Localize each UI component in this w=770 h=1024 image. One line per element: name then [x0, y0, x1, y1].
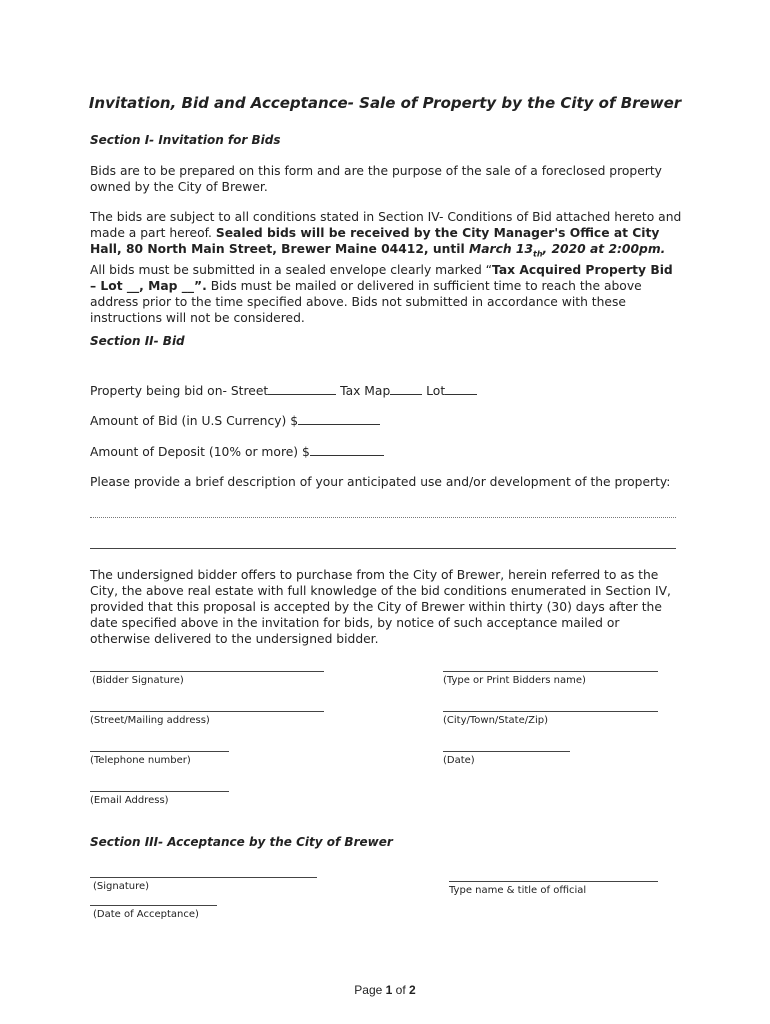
description-line-2[interactable]	[90, 548, 676, 549]
deadline-time: , 2020 at 2:00pm.	[542, 242, 666, 256]
deposit-input-line[interactable]	[310, 443, 384, 456]
acceptance-date-line[interactable]	[90, 905, 217, 906]
date-caption: (Date)	[443, 755, 475, 766]
deposit-field	[90, 443, 384, 459]
page-word: Page	[354, 983, 386, 997]
section-1-conditions-paragraph	[90, 209, 682, 326]
section-2-heading: Section II- Bid	[90, 334, 185, 348]
print-name-line[interactable]	[443, 671, 658, 672]
property-label: Property being bid on- Street	[90, 384, 269, 398]
description-line-1[interactable]	[90, 517, 676, 518]
email-line[interactable]	[90, 791, 229, 792]
acceptance-signature-caption: (Signature)	[93, 881, 150, 892]
page-number	[0, 983, 770, 997]
amount-field	[90, 412, 380, 428]
official-name-caption: Type name & title of official	[449, 885, 587, 896]
date-suffix: th	[533, 249, 543, 259]
property-field	[90, 382, 477, 398]
acceptance-signature-line[interactable]	[90, 877, 317, 878]
email-caption: (Email Address)	[90, 795, 169, 806]
mailing-text: Bids must be mailed or delivered in sufficient time to reach the above address prior to the time specified above. Bids not submitted in accordance with these instructions will not be considered.	[90, 279, 642, 326]
total-pages: 2	[409, 983, 416, 997]
section-1-heading: Section I- Invitation for Bids	[90, 133, 281, 147]
telephone-caption: (Telephone number)	[90, 755, 191, 766]
section-3-heading: Section III- Acceptance by the City of Brewer	[90, 835, 393, 849]
envelope-marking: Tax Acquired Property Bid – Lot __, Map __”.	[90, 263, 673, 294]
amount-input-line[interactable]	[298, 412, 380, 425]
lot-label: Lot	[422, 384, 446, 398]
deposit-label: Amount of Deposit (10% or more) $	[90, 445, 310, 459]
print-name-caption: (Type or Print Bidders name)	[443, 675, 586, 686]
street-input-line[interactable]	[268, 382, 336, 395]
envelope-text: All bids must be submitted in a sealed envelope clearly marked “	[90, 263, 493, 278]
city-caption: (City/Town/State/Zip)	[443, 715, 548, 726]
tax-map-label: Tax Map	[336, 384, 391, 398]
telephone-line[interactable]	[90, 751, 229, 752]
acceptance-date-caption: (Date of Acceptance)	[93, 909, 199, 920]
of-word: of	[392, 983, 410, 997]
city-line[interactable]	[443, 711, 658, 712]
official-name-line[interactable]	[449, 881, 658, 882]
sealed-bids-text: Sealed bids will be received by the City Manager's Office at City Hall, 80 North Main Street, Brewer Maine 04412, until	[90, 226, 660, 256]
amount-label: Amount of Bid (in U.S Currency) $	[90, 414, 299, 428]
section-1-intro-paragraph: Bids are to be prepared on this form and are the purpose of the sale of a foreclosed property owned by the City of Brewer.	[90, 164, 662, 194]
current-page: 1	[385, 983, 393, 997]
deadline-date: March 13	[468, 242, 534, 256]
document-title: Invitation, Bid and Acceptance- Sale of Property by the City of Brewer	[88, 94, 682, 112]
offer-paragraph: The undersigned bidder offers to purchase from the City of Brewer, herein referred to as the City, the above real estate with full knowledge of the bid conditions enumerated in Section IV, provided that this proposal is accepted by the City of Brewer within thirty (30) days after the date specified above in the invitation for bids, by notice of such acceptance mailed or otherwise delivered to the undersigned bidder.	[90, 568, 671, 646]
bidder-signature-caption: (Bidder Signature)	[92, 675, 184, 686]
conditions-text: The bids are subject to all conditions stated in Section IV- Conditions of Bid attached hereto and made a part hereof.	[90, 210, 682, 240]
street-address-line[interactable]	[90, 711, 324, 712]
description-prompt: Please provide a brief description of your anticipated use and/or development of the property:	[90, 475, 671, 489]
date-line[interactable]	[443, 751, 570, 752]
lot-input-line[interactable]	[445, 382, 477, 395]
tax-map-input-line[interactable]	[390, 382, 422, 395]
bidder-signature-line[interactable]	[90, 671, 324, 672]
street-address-caption: (Street/Mailing address)	[90, 715, 210, 726]
